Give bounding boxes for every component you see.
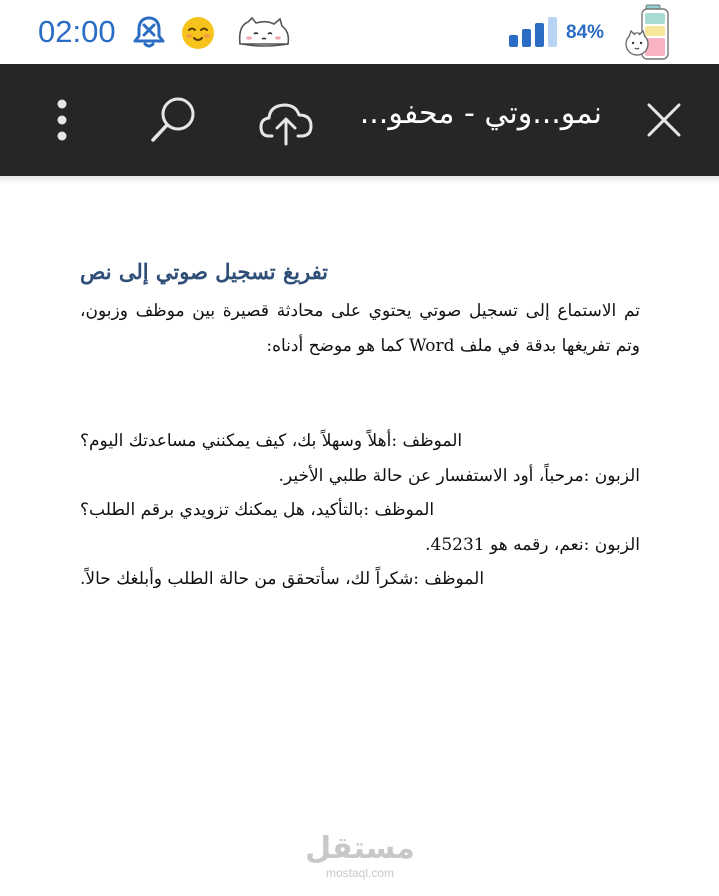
battery-percentage: 84%	[566, 22, 605, 43]
search-icon[interactable]	[148, 94, 200, 146]
signal-bars-icon	[509, 17, 559, 47]
dialogue-list	[80, 424, 640, 597]
dialogue-line: الزبون :مرحباً، أود الاستفسار عن حالة طلبي الأخير.	[278, 465, 640, 486]
emoji-icon	[181, 16, 215, 50]
intro-paragraph: تم الاستماع إلى تسجيل صوتي يحتوي على محادثة قصيرة بين موظف وزبون، وتم تفريغها بدقة في ملف Word كما هو موضح أدناه:	[80, 301, 640, 356]
cat-sticker-icon	[234, 14, 294, 52]
document-heading: تفريغ تسجيل صوتي إلى نص	[80, 259, 329, 284]
app-bar-shadow	[0, 176, 719, 184]
status-bar	[0, 0, 719, 64]
more-vertical-icon[interactable]	[46, 96, 78, 144]
dialogue-line: الموظف :شكراً لك، سأتحقق من حالة الطلب وأبلغك حالاً.	[80, 569, 485, 589]
bell-muted-icon	[132, 14, 166, 50]
upload-cloud-icon[interactable]	[258, 98, 314, 146]
watermark	[290, 832, 430, 880]
app-bar	[0, 64, 719, 176]
status-time: 02:00	[38, 14, 116, 49]
document-page	[80, 250, 640, 597]
dialogue-line: الموظف :أهلاً وسهلاً بك، كيف يمكنني مساعدتك اليوم؟	[80, 431, 463, 451]
battery-icon	[622, 4, 672, 60]
watermark-latin: mostaql.com	[325, 866, 395, 880]
dialogue-line: الزبون :نعم، رقمه هو 45231.	[425, 534, 640, 555]
close-icon[interactable]	[644, 100, 684, 140]
document-title: نمو...وتي - محفو...	[359, 96, 602, 131]
dialogue-line: الموظف :بالتأكيد، هل يمكنك تزويدي برقم الطلب؟	[80, 500, 435, 520]
watermark-arabic: مستقل	[305, 831, 415, 866]
